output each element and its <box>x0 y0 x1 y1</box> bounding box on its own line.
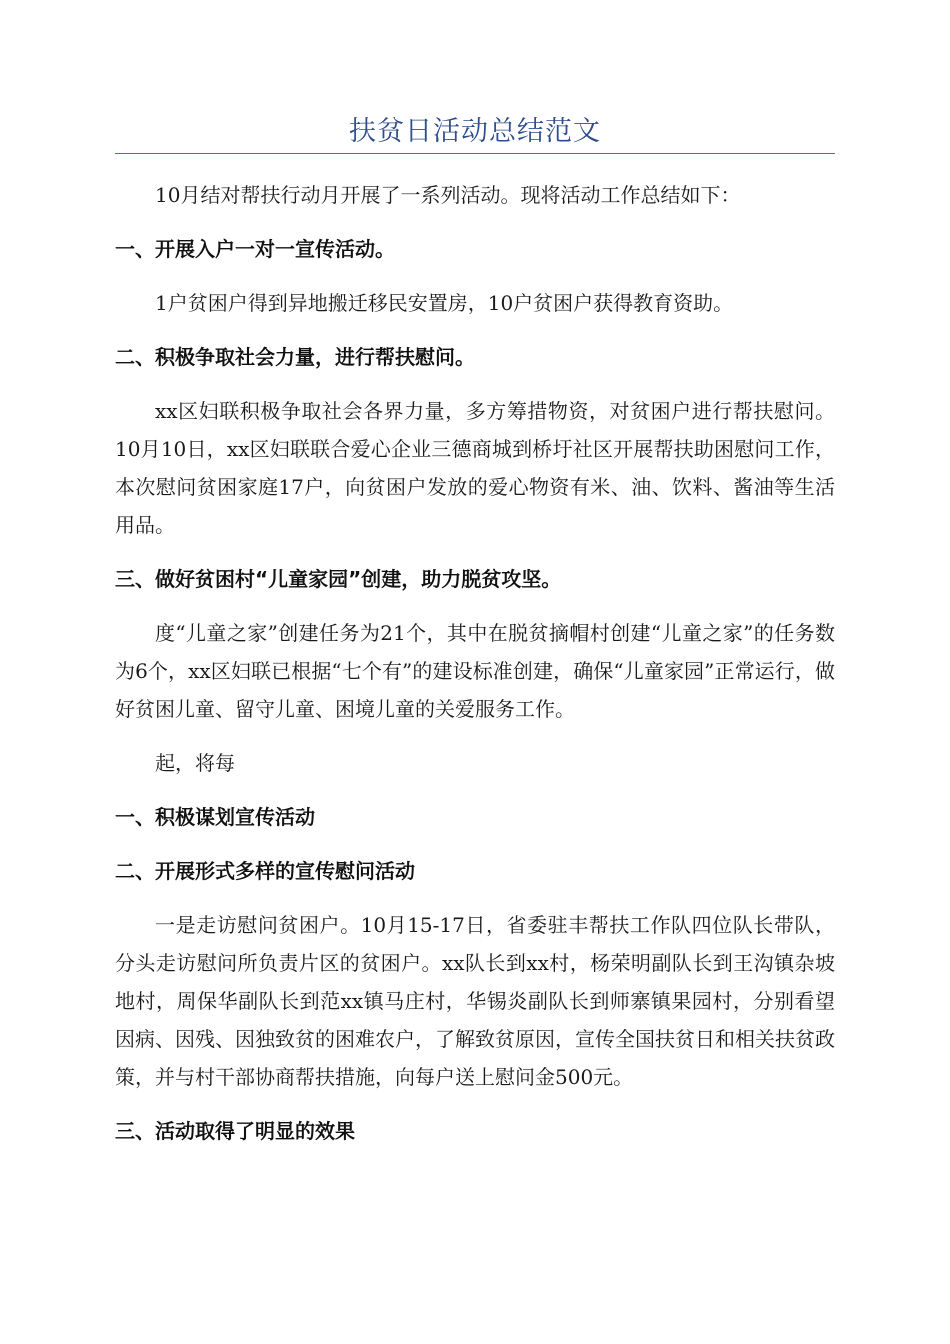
section-3-heading: 三、做好贫困村“儿童家园”创建，助力脱贫攻坚。 <box>115 567 562 591</box>
section-3-paragraph: 度“儿童之家”创建任务为21个，其中在脱贫摘帽村创建“儿童之家”的任务数为6个，xx区妇联已根据“七个有”的建设标准创建，确保“儿童家园”正常运行，做好贫困儿童、留守儿童、困境儿童的关爱服务工作。 <box>115 621 835 721</box>
section-2-heading: 二、积极争取社会力量，进行帮扶慰问。 <box>115 345 475 369</box>
document-title: 扶贫日活动总结范文 <box>349 116 601 147</box>
part-2-heading-2: 二、开展形式多样的宣传慰问活动 <box>115 859 415 883</box>
part-2-heading-1: 一、积极谋划宣传活动 <box>115 805 315 829</box>
part-2-heading-3: 三、活动取得了明显的效果 <box>115 1119 355 1143</box>
document-body <box>115 176 835 1166</box>
fragment-paragraph: 起，将每 <box>155 751 235 775</box>
section-1-heading: 一、开展入户一对一宣传活动。 <box>115 237 395 261</box>
part-2-paragraph-2: 一是走访慰问贫困户。10月15-17日，省委驻丰帮扶工作队四位队长带队，分头走访慰问所负责片区的贫困户。xx队长到xx村，杨荣明副队长到王沟镇杂坡地村，周保华副队长到范xx镇马庄村，华锡炎副队长到师寨镇果园村，分别看望因病、因残、因独致贫的困难农户，了解致贫原因，宣传全国扶贫日和相关扶贫政策，并与村干部协商帮扶措施，向每户送上慰问金500元。 <box>115 913 835 1089</box>
title-underline <box>115 153 835 154</box>
section-2-paragraph: xx区妇联积极争取社会各界力量，多方筹措物资，对贫困户进行帮扶慰问。10月10日，xx区妇联联合爱心企业三德商城到桥圩社区开展帮扶助困慰问工作，本次慰问贫困家庭17户，向贫困户发放的爱心物资有米、油、饮料、酱油等生活用品。 <box>115 399 835 537</box>
intro-paragraph: 10月结对帮扶行动月开展了一系列活动。现将活动工作总结如下： <box>155 183 741 207</box>
section-1-paragraph: 1户贫困户得到异地搬迁移民安置房，10户贫困户获得教育资助。 <box>155 291 734 315</box>
